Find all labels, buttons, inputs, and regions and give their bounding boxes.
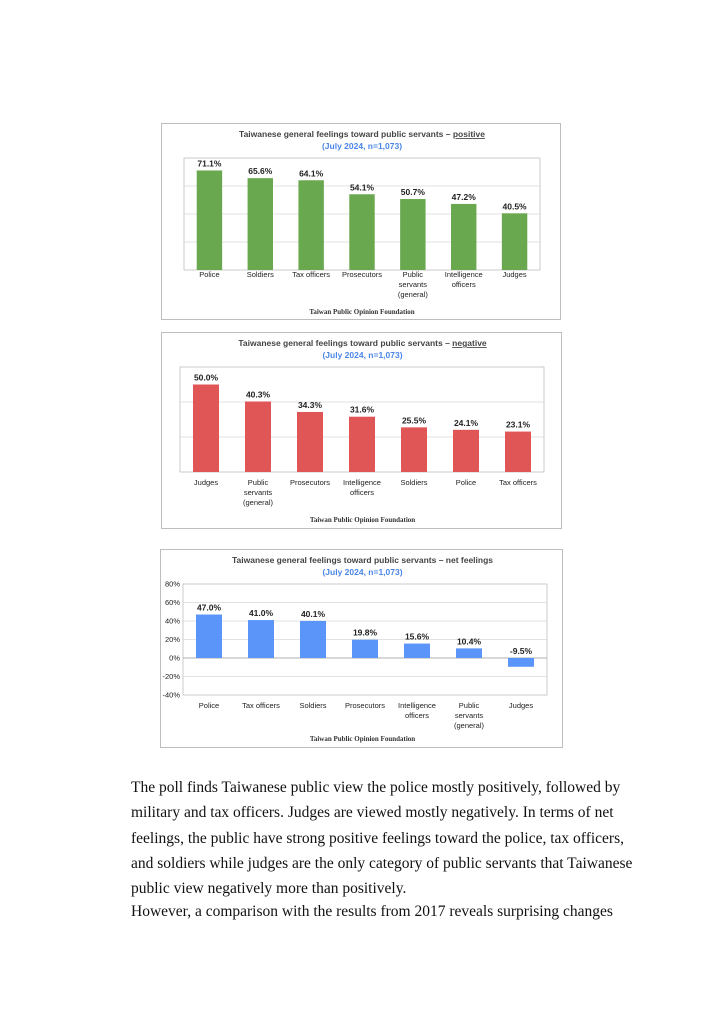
category-label: Judges [508,701,534,710]
bar [245,401,271,472]
data-label: 54.1% [349,182,375,193]
data-label: 40.3% [245,389,271,400]
bar [508,658,534,667]
category-label: Intelligence officers [444,270,483,289]
bar [300,621,326,658]
data-label: 19.8% [352,627,378,638]
paragraph-1-line: The poll finds Taiwanese public view the police mostly positively, followed by [131,779,621,796]
category-label: Prosecutors [289,478,331,487]
chart-source: Taiwan Public Opinion Foundation [309,308,415,316]
data-label: 40.5% [502,201,527,212]
data-label: 47.0% [196,602,222,613]
paragraph-1-line: public view negatively more than positively. [131,880,407,898]
category-label: Public servants (general) [397,270,428,299]
data-label: 24.1% [453,417,479,428]
bar [505,432,531,472]
category-label: Intelligence officers [398,701,436,720]
bar [248,178,273,270]
category-label: Police [198,701,220,710]
chart-svg [162,333,563,530]
paragraph-1-line: and soldiers while judges are the only category of public servants that Taiwanese [131,854,633,872]
bar [404,644,430,658]
paragraph-1-line: feelings, the public have strong positive feelings toward the police, tax officers, [131,829,624,847]
category-label: Tax officers [242,701,280,710]
bar [193,385,219,473]
bar [352,640,378,658]
chart-title: Taiwanese general feelings toward public servants – negative [238,338,487,348]
data-label: 50.0% [193,372,219,383]
bar [197,170,222,270]
category-label: Intelligence officers [343,478,381,497]
data-label: 50.7% [400,187,425,198]
paragraph-2 [131,899,651,924]
chart-title: Taiwanese general feelings toward public servants – net feelings [231,555,494,565]
paragraph-1 [131,775,651,901]
y-tick-label: 40% [164,616,180,626]
bar [349,194,374,270]
data-label: 15.6% [404,631,430,642]
data-label: 10.4% [456,636,482,647]
chart-svg [162,124,562,321]
data-label: -9.5% [509,646,533,656]
category-label: Prosecutors [344,701,386,710]
bar [297,412,323,472]
data-label: 23.1% [505,419,531,430]
category-label: Police [199,270,220,279]
bar [400,199,425,270]
bar [502,213,527,270]
data-label: 64.1% [299,168,324,179]
chart-subtitle: (July 2024, n=1,073) [322,567,403,577]
category-label: Soldiers [400,478,428,487]
y-tick-label: -20% [162,672,180,681]
bar [401,427,427,472]
bar [451,204,476,270]
bar [196,615,222,658]
category-label: Judges [502,270,527,279]
chart-svg [161,550,564,749]
y-tick-label: 80% [164,579,180,589]
y-tick-label: -40% [162,690,180,700]
chart-subtitle: (July 2024, n=1,073) [322,350,403,360]
category-label: Judges [193,478,219,487]
bar [248,620,274,658]
chart-source: Taiwan Public Opinion Foundation [309,735,416,743]
category-label: Public servants (general) [242,478,274,507]
paragraph-2-line: However, a comparison with the results from 2017 reveals surprising changes [131,903,613,920]
category-label: Tax officers [499,478,537,487]
chart-subtitle: (July 2024, n=1,073) [321,141,403,151]
data-label: 40.1% [300,608,326,619]
y-tick-label: 60% [164,598,180,607]
data-label: 31.6% [349,404,375,415]
y-tick-label: 20% [164,635,180,644]
chart-title: Taiwanese general feelings toward public servants – positive [239,129,485,139]
category-label: Police [455,478,477,487]
y-tick-label: 0% [169,653,180,663]
category-label: Prosecutors [341,270,383,279]
data-label: 25.5% [401,415,427,426]
bar [453,430,479,472]
bar [456,648,482,658]
chart-source: Taiwan Public Opinion Foundation [309,516,416,524]
category-label: Soldiers [299,701,327,710]
data-label: 65.6% [248,166,273,177]
data-label: 41.0% [248,608,274,619]
category-label: Soldiers [246,270,274,279]
data-label: 71.1% [197,158,222,169]
paragraph-1-line: military and tax officers. Judges are viewed mostly negatively. In terms of net [131,804,614,822]
bar [298,180,323,270]
category-label: Public servants (general) [453,701,485,730]
chart-negative [161,332,562,529]
data-label: 34.3% [297,399,323,410]
chart-net-feelings [160,549,563,748]
chart-positive [161,123,561,320]
bar [349,417,375,472]
data-label: 47.2% [451,191,476,202]
category-label: Tax officers [292,270,331,279]
